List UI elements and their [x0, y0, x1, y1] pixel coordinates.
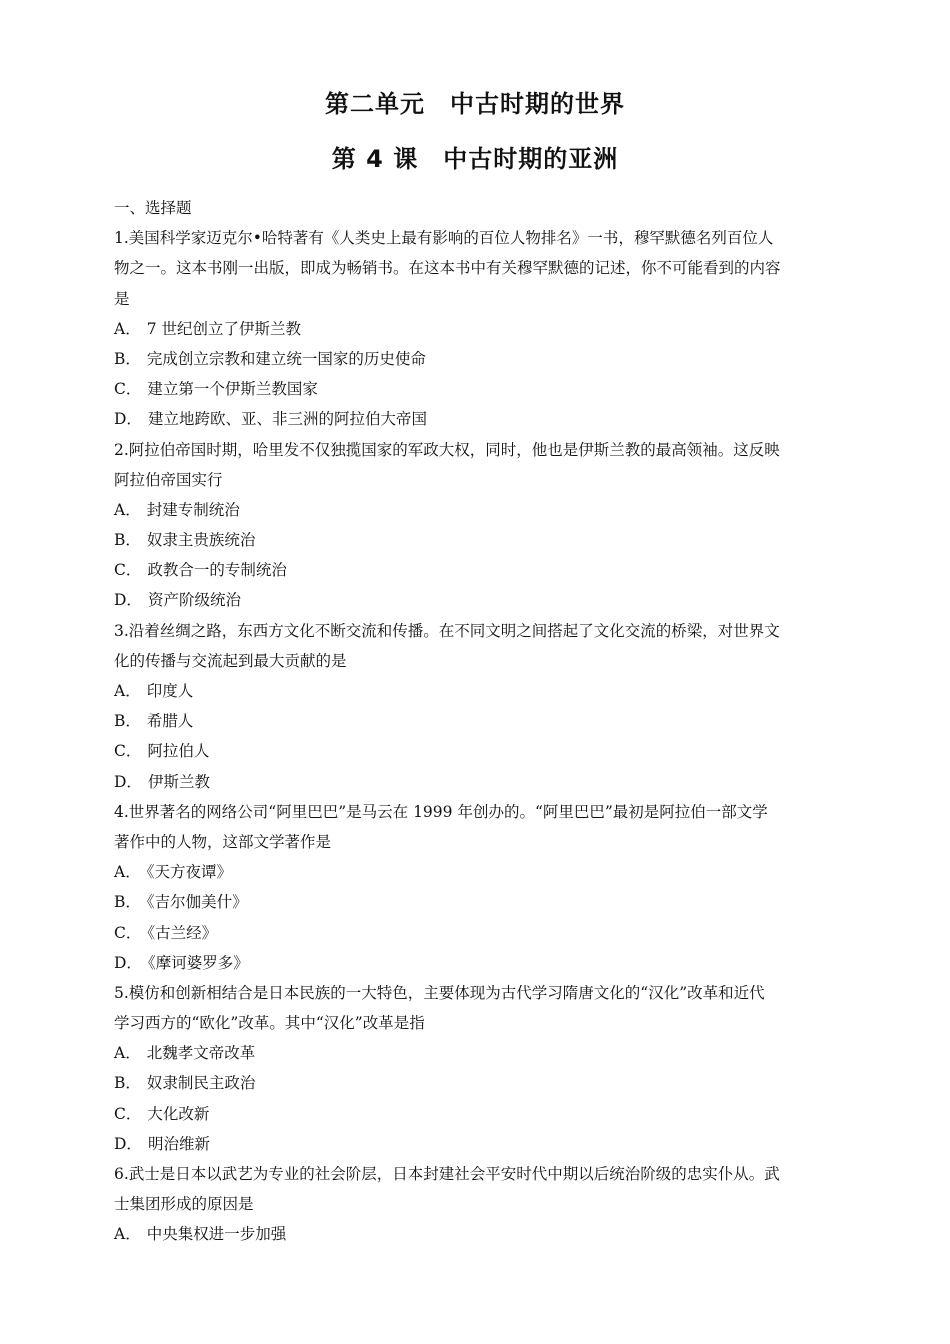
- option-a: [114, 1219, 838, 1249]
- option-a: [114, 676, 838, 706]
- question-3: [114, 616, 838, 797]
- option-d: [114, 948, 838, 978]
- option-letter: B．: [114, 893, 141, 912]
- option-letter: D．: [114, 591, 142, 610]
- option-d: [114, 585, 838, 615]
- question-2: [114, 435, 838, 616]
- question-stem-line: 4.世界著名的网络公司“阿里巴巴”是马云在 1999 年创办的。“阿里巴巴”最初是阿拉伯一部文学: [114, 802, 768, 821]
- option-text: 大化改新: [147, 1104, 210, 1123]
- option-text: 《吉尔伽美什》: [146, 893, 248, 912]
- option-text: 7 世纪创立了伊斯兰教: [146, 319, 301, 338]
- option-letter: A．: [114, 319, 141, 338]
- question-6: [114, 1159, 838, 1250]
- option-letter: D．: [114, 953, 142, 972]
- option-d: [114, 404, 838, 434]
- option-a: [114, 857, 838, 887]
- option-c: [114, 918, 838, 948]
- option-text: 希腊人: [146, 712, 194, 731]
- option-letter: C．: [114, 380, 142, 399]
- option-letter: C．: [114, 923, 142, 942]
- question-stem-line: 物之一。这本书刚一出版，即成为畅销书。在这本书中有关穆罕默德的记述，你不可能看到的内容: [114, 259, 781, 278]
- option-text: 政教合一的专制统治: [147, 561, 287, 580]
- option-letter: B．: [114, 349, 141, 368]
- option-letter: C．: [114, 1104, 142, 1123]
- question-stem-line: 6.武士是日本以武艺为专业的社会阶层，日本封建社会平安时代中期以后统治阶级的忠实仆从。武: [114, 1165, 780, 1183]
- option-b: [114, 344, 838, 374]
- unit-title: 第二单元 中古时期的世界: [325, 90, 625, 118]
- option-letter: D．: [114, 410, 142, 429]
- option-c: [114, 736, 838, 766]
- option-d: [114, 767, 838, 797]
- question-stem-line: 1.美国科学家迈克尔•哈特著有《人类史上最有影响的百位人物排名》一书，穆罕默德名列百位人: [114, 229, 774, 248]
- option-letter: A．: [114, 682, 141, 700]
- option-text: 印度人: [146, 682, 194, 700]
- option-text: 完成创立宗教和建立统一国家的历史使命: [146, 349, 426, 368]
- lesson-title: 第 4 课 中古时期的亚洲: [331, 145, 619, 173]
- option-text: 建立地跨欧、亚、非三洲的阿拉伯大帝国: [147, 410, 427, 429]
- option-letter: A．: [114, 863, 141, 882]
- option-letter: D．: [114, 772, 142, 791]
- option-letter: B．: [114, 712, 141, 731]
- question-list: [114, 193, 838, 1250]
- question-1: [114, 223, 838, 434]
- option-letter: A．: [114, 1225, 141, 1244]
- option-text: 北魏孝文帝改革: [146, 1044, 256, 1063]
- option-letter: A．: [114, 1044, 141, 1063]
- question-stem-line: 3.沿着丝绸之路，东西方文化不断交流和传播。在不同文明之间搭起了文化交流的桥梁，对世界文: [114, 621, 780, 640]
- option-a: [114, 314, 838, 344]
- option-text: 中央集权进一步加强: [146, 1225, 287, 1244]
- option-text: 《摩诃婆罗多》: [147, 953, 249, 972]
- section-heading: 一、选择题: [114, 199, 192, 217]
- option-text: 资产阶级统治: [147, 591, 241, 610]
- option-text: 奴隶制民主政治: [146, 1074, 256, 1093]
- option-text: 奴隶主贵族统治: [146, 531, 256, 550]
- option-letter: B．: [114, 1074, 141, 1093]
- option-c: [114, 1099, 838, 1129]
- option-letter: D．: [114, 1134, 142, 1153]
- question-stem-line: 著作中的人物，这部文学著作是: [114, 832, 332, 851]
- question-stem-line: 化的传播与交流起到最大贡献的是: [114, 651, 347, 670]
- option-letter: B．: [114, 531, 141, 550]
- question-4: [114, 797, 838, 978]
- option-text: 封建专制统治: [146, 500, 240, 519]
- option-a: [114, 1038, 838, 1068]
- option-d: [114, 1129, 838, 1159]
- option-text: 建立第一个伊斯兰教国家: [147, 380, 318, 399]
- option-letter: A．: [114, 500, 141, 519]
- option-text: 阿拉伯人: [147, 742, 210, 761]
- option-text: 《古兰经》: [147, 923, 218, 942]
- question-stem-line: 学习西方的“欧化”改革。其中“汉化”改革是指: [114, 1014, 425, 1033]
- question-stem-line: 阿拉伯帝国实行: [114, 470, 223, 489]
- option-c: [114, 374, 838, 404]
- question-5: [114, 978, 838, 1159]
- option-b: [114, 887, 838, 917]
- option-a: [114, 495, 838, 525]
- option-text: 《天方夜谭》: [146, 863, 232, 882]
- option-letter: C．: [114, 561, 142, 580]
- option-b: [114, 1068, 838, 1098]
- question-stem-line: 5.模仿和创新相结合是日本民族的一大特色，主要体现为古代学习隋唐文化的“汉化”改革和近代: [114, 983, 765, 1002]
- question-stem-line: 是: [114, 289, 130, 308]
- question-stem-line: 士集团形成的原因是: [114, 1195, 254, 1214]
- option-letter: C．: [114, 742, 142, 761]
- option-text: 明治维新: [147, 1134, 210, 1153]
- option-text: 伊斯兰教: [147, 772, 210, 791]
- option-b: [114, 706, 838, 736]
- option-c: [114, 555, 838, 585]
- option-b: [114, 525, 838, 555]
- question-stem-line: 2.阿拉伯帝国时期，哈里发不仅独揽国家的军政大权，同时，他也是伊斯兰教的最高领袖。这反映: [114, 440, 780, 459]
